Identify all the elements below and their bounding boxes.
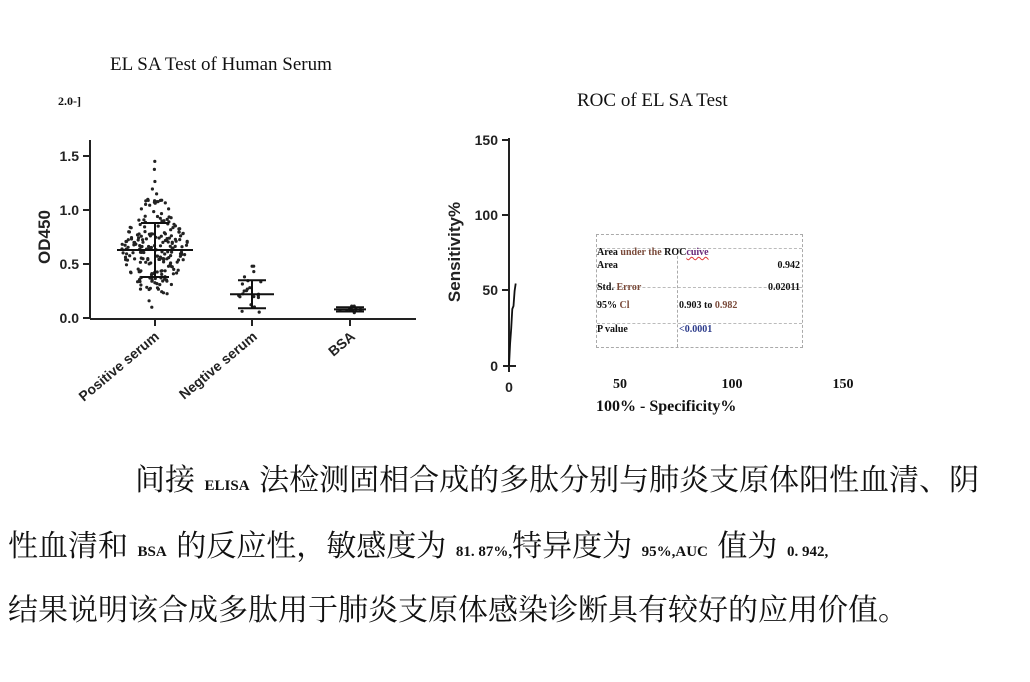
roc-y-axis-title: Sensitivity% — [445, 201, 464, 303]
roc-ci-label: 95% Cl — [597, 300, 630, 311]
left-chart-top-tick: 2.0-] — [58, 94, 81, 108]
category-label-positive: Positive serum — [75, 328, 162, 405]
roc-p-label: P value — [597, 324, 628, 335]
roc-y-ticks — [475, 132, 509, 374]
roc-y-tick-label: 150 — [474, 132, 498, 148]
category-label-bsa: BSA — [324, 328, 358, 360]
right-chart-title: ROC of EL SA Test — [577, 90, 728, 111]
roc-x-tick-label: 50 — [613, 377, 627, 392]
roc-y-tick-label: 50 — [482, 282, 498, 298]
roc-x-tick-label: 0 — [505, 379, 513, 395]
roc-x-axis-title: 100% - Specificity% — [596, 398, 737, 415]
roc-curve — [509, 284, 516, 367]
roc-area-value: 0.942 — [777, 260, 800, 271]
left-y-tick-label: 0.0 — [59, 310, 79, 326]
roc-table-header: Area — [597, 247, 618, 258]
roc-x-tick-label: 100 — [721, 377, 743, 392]
paragraph-line-2: 性血清和 BSA 的反应性，敏感度为 81. 87%,特异度为 95%,AUC 值为 0. 942, — [8, 529, 829, 564]
left-y-tick-label: 1.5 — [59, 148, 79, 164]
roc-y-tick-label: 0 — [490, 358, 498, 374]
roc-std-value: 0.02011 — [768, 282, 800, 293]
roc-p-value: <0.0001 — [679, 324, 713, 335]
paragraph-line-1: 间接 ELISA 法检测固相合成的多肽分别与肺炎支原体阳性血清、阴 — [135, 463, 980, 498]
left-y-tick-label: 0.5 — [59, 256, 79, 272]
paragraph-line-3: 结果说明该合成多肽用于肺炎支原体感染诊断具有较好的应用价值。 — [8, 593, 908, 628]
roc-area-label: Area — [597, 260, 618, 271]
left-y-tick-label: 1.0 — [59, 202, 79, 218]
roc-ci-value: 0.903 to 0.982 — [679, 300, 738, 311]
category-label-negative: Negtive serum — [175, 328, 260, 403]
roc-std-label: Std. Error — [597, 282, 642, 293]
roc-x-tick-label: 150 — [832, 377, 854, 392]
roc-stats-table: Area under the ROCcuive Area 0.942 Std. Error 0.02011 95% Cl 0.903 to 0.982 P value <0.0001 — [596, 234, 803, 348]
roc-y-tick-label: 100 — [474, 207, 498, 223]
left-y-axis-title: OD450 — [35, 210, 54, 264]
left-chart-title: EL SA Test of Human Serum — [110, 54, 332, 75]
